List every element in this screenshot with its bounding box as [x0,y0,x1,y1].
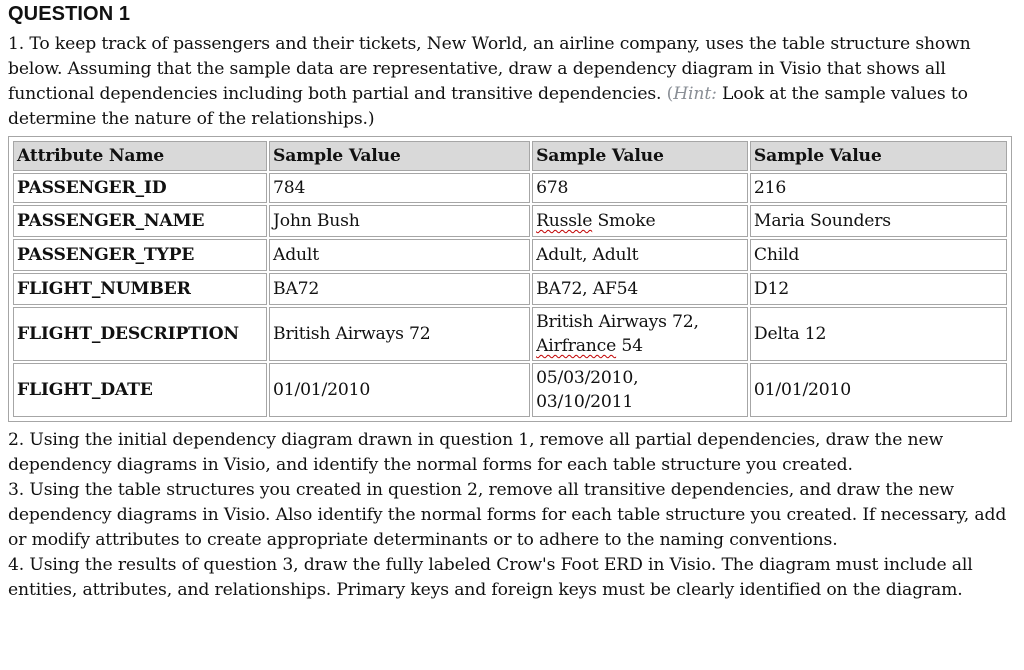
sample-value-cell: BA72, AF54 [532,273,748,305]
attribute-name-cell: FLIGHT_NUMBER [13,273,267,305]
sample-value-line: British Airways 72, [536,312,699,332]
table-row [13,273,1007,305]
table-row [13,307,1007,361]
question-page [8,0,1018,603]
question-heading: QUESTION 1 [8,3,131,25]
sample-value-cell: 216 [750,173,1007,203]
sample-value-cell: Child [750,239,1007,271]
sample-value-cell: 01/01/2010 [750,363,1007,417]
table-header-row [13,141,1007,171]
sample-value-cell: Adult [269,239,530,271]
attribute-name-cell: FLIGHT_DESCRIPTION [13,307,267,361]
sample-value-cell: British Airways 72 [269,307,530,361]
sample-value-text: Smoke [592,211,656,231]
sample-value-cell: D12 [750,273,1007,305]
attribute-name-cell: PASSENGER_ID [13,173,267,203]
sample-data-table-frame [8,136,1012,422]
question-2-text: 2. Using the initial dependency diagram drawn in question 1, remove all partial dependencies, draw the new dependency diagrams in Visio, and identify the normal forms for each table structure you created. [8,430,944,475]
sample-value-cell [532,205,748,237]
question-1-body: 1. To keep track of passengers and their tickets, New World, an airline company, uses the table structure shown below. Assuming that the sample data are representative, draw a dependency diagram in Visio that shows all functional dependencies including both partial and transitive dependencies. [8,34,971,104]
attribute-name-cell: FLIGHT_DATE [13,363,267,417]
sample-value-line: 03/10/2011 [536,392,634,412]
spellcheck-word: Airfrance [536,336,617,356]
table-row [13,173,1007,203]
question-3-text: 3. Using the table structures you created in question 2, remove all transitive dependencies, and draw the new dependency diagrams in Visio. Also identify the normal forms for each table structure you created. If necessary, add or modify attributes to create appropriate determinants or to adhere to the naming conventions. [8,480,1007,550]
remaining-questions [8,428,1018,603]
sample-value-cell: BA72 [269,273,530,305]
sample-value-cell: 784 [269,173,530,203]
sample-value-cell [532,363,748,417]
hint-label: Hint: [673,84,717,104]
sample-value-cell [532,307,748,361]
question-1-text [8,32,1018,132]
table-row [13,239,1007,271]
spellcheck-word: Russle [536,211,593,231]
sample-value-cell: John Bush [269,205,530,237]
hint-text: Look at the sample values to determine the nature of the relationships.) [8,84,968,129]
header-sample-value-2: Sample Value [532,141,748,171]
sample-value-cell: 678 [532,173,748,203]
sample-value-cell: Maria Sounders [750,205,1007,237]
sample-value-text: 54 [616,336,643,356]
header-sample-value-1: Sample Value [269,141,530,171]
hint-paren-open: ( [666,84,674,104]
question-4-text: 4. Using the results of question 3, draw the fully labeled Crow's Foot ERD in Visio. The diagram must include all entities, attributes, and relationships. Primary keys and foreign keys must be clearly identified on the diagram. [8,555,973,600]
attribute-name-cell: PASSENGER_NAME [13,205,267,237]
sample-data-table [11,139,1009,419]
sample-value-line: 05/03/2010, [536,368,639,388]
table-row [13,363,1007,417]
attribute-name-cell: PASSENGER_TYPE [13,239,267,271]
header-attribute-name: Attribute Name [13,141,267,171]
sample-value-cell: Delta 12 [750,307,1007,361]
table-row [13,205,1007,237]
header-sample-value-3: Sample Value [750,141,1007,171]
sample-value-cell: 01/01/2010 [269,363,530,417]
sample-value-cell: Adult, Adult [532,239,748,271]
